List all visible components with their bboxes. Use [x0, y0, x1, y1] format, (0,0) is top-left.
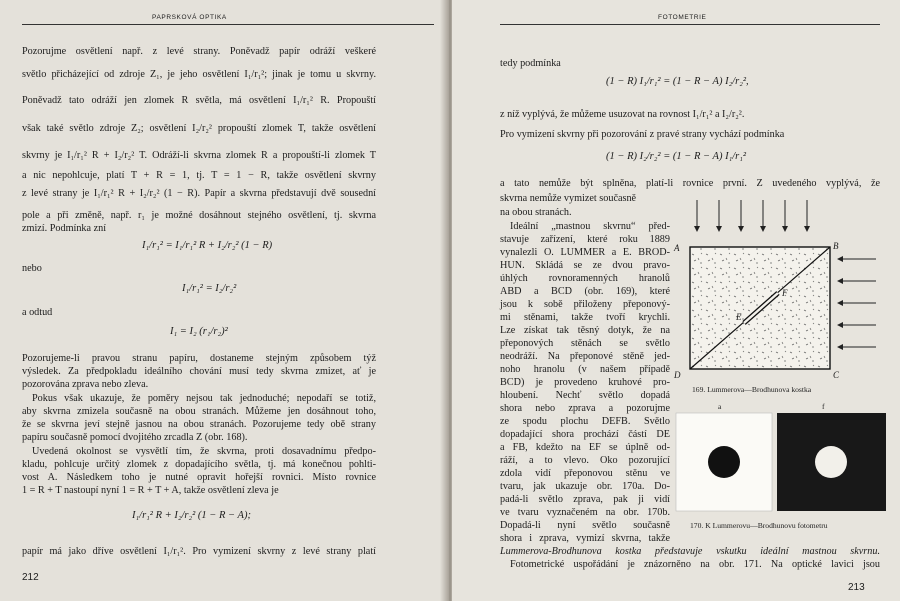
figure-170b-label: f: [822, 402, 825, 411]
text-line: padá-li světlo zprava, pak ji vidí: [500, 494, 670, 505]
text-line: papír má jako dříve osvětlení I₁/r₁². Pro vymizení skvrny z levé strany platí: [22, 546, 376, 557]
right-page: [452, 0, 900, 601]
text-line: 1 = R + T nastoupí nyní 1 = R + T + A, takže osvětlení zleva je: [22, 485, 279, 496]
text-line: však také světlo zdroje Z₂; osvětlení I₂/r₂² propouští zlomek T, takže osvětlení: [22, 123, 376, 134]
text-line: Uvedená okolnost se vysvětlí tím, že skvrna, proti dosavadnímu předpo-: [32, 446, 376, 457]
light-arrows-right: [838, 259, 876, 347]
running-head-right: FOTOMETRIE: [658, 14, 707, 21]
text-line: zmizí. Podmínka zní: [22, 223, 107, 234]
text-line: Fotometrické uspořádání je znázorněno na obr. 171. Na optické lavici jsou: [510, 559, 880, 570]
text-line: vost A. Následkem toho je nutné opravit hořejší rovnici. Místo rovnice: [22, 472, 376, 483]
text-line: mi stěnami, takže tvoří krychli.: [500, 312, 670, 323]
equation-1: I₁/r₁² = I₁/r₁² R + I₂/r₂² (1 − R): [142, 240, 273, 251]
equation-2: I₁/r₁² = I₂/r₂²: [182, 283, 237, 294]
left-page: [0, 0, 446, 601]
cube-label-f: F: [782, 288, 788, 298]
text-line: noho hranolu (v našem případě: [500, 364, 670, 375]
text-line: dopadající shora prochází částí DE: [500, 429, 670, 440]
text-line: a tato nemůže být splněna, platí-li rovnice první. Z uvedeného vyplývá, že: [500, 178, 880, 189]
text-line: HUN. Skládá se ze dvou pravo-: [500, 260, 670, 271]
bright-spot: [815, 446, 847, 478]
figure-169-caption: 169. Lummerova—Brodhunova kostka: [692, 385, 812, 394]
text-line: tvaru, jak ukazuje obr. 170a. Do-: [500, 481, 670, 492]
light-arrows-top: [697, 200, 807, 231]
text-line: skvrny je I₁/r₁² R + I₂/r₂² T. Odráží-li skvrna zlomek R a propouští-li zlomek T: [22, 150, 376, 161]
figure-170-panels: [676, 413, 886, 511]
text-line: výsledek. Za předpokladu ideálního chování musí tedy skvrna zmizet, ať je: [22, 366, 376, 377]
text-line: pozorována zprava nebo zleva.: [22, 379, 149, 390]
text-line: papíru současně pomocí dvojitého zrcadla Z (obr. 168).: [22, 432, 248, 443]
text-line: vynalezli O. LUMMER a E. BROD-: [500, 247, 670, 258]
equation-a: (1 − R) I₁/r₁² = (1 − R − A) I₂/r₂²,: [606, 76, 749, 87]
text-line: z níž vyplývá, že můžeme usuzovat na rovnost I₁/r₁² a I₂/r₂².: [500, 109, 745, 120]
cube-label-b: B: [833, 241, 839, 251]
text-line: Pro vymizení skvrny při pozorování z pravé strany vychází podmínka: [500, 129, 785, 140]
text-line: BCD) je provedeno kruhové pro-: [500, 377, 670, 388]
text-line: pole a při změně, např. r₁ je možné dosáhnout stejného osvětlení, tj. skvrna: [22, 210, 376, 221]
text-line: shora nebo zprava a pozorujme: [500, 403, 670, 414]
cube-label-a: A: [674, 243, 680, 253]
text-line: ve tvaru vyznačeném na obr. 170b.: [500, 507, 670, 518]
header-rule-left: [22, 24, 434, 25]
equation-4: I₁/r₁² R + I₂/r₂² (1 − R − A);: [132, 510, 251, 521]
text-line: na obou stranách.: [500, 207, 572, 218]
header-rule-right: [500, 24, 880, 25]
cube-label-e: E: [736, 312, 742, 322]
page-number-left: 212: [22, 572, 39, 583]
text-line: Pozorujme osvětlení např. z levé strany. Poněvadž papír odráží veškeré: [22, 46, 376, 57]
text-line: světlo přicházející od zdroje Z₁, je jeho osvětlení I₁/r₁²; jinak je tomu u skvrny.: [22, 69, 376, 80]
figure-170a-label: a: [718, 402, 722, 411]
text-line: z levé strany je I₁/r₁² R + I₂/r₂² (1 − R). Papír a skvrna představují dvě sousední: [22, 188, 376, 199]
text-line: aby skvrna zmizela současně na obou stranách. Můžeme jen dosáhnout toho,: [22, 406, 376, 417]
text-line: ze spodu plochu DEFB. Světlo: [500, 416, 670, 427]
equation-b: (1 − R) I₂/r₂² = (1 − R − A) I₁/r₁²: [606, 151, 747, 162]
text-line: neodráží. Na přeponové stěně jed-: [500, 351, 670, 362]
text-line: Poněvadž tato odráží jen zlomek R světla, má osvětlení I₁/r₁² R. Propouští: [22, 95, 376, 106]
page-number-right: 213: [848, 582, 865, 593]
text-line: skvrna nemůže vymizet současně: [500, 193, 637, 204]
cube-label-d: D: [674, 370, 681, 380]
cube-label-c: C: [833, 370, 840, 380]
text-line: ráží, a to vlevo. Oko pozorující: [500, 455, 670, 466]
text-line: kladu, pohlcuje určitý zlomek z dopadajícího světla, tj. má konečnou pohlti-: [22, 459, 376, 470]
text-line: a FB, kdežto na EF se úplně od-: [500, 442, 670, 453]
text-line: Pozorujeme-li pravou stranu papíru, dostaneme stejným způsobem týž: [22, 353, 376, 364]
text-line: Dopadá-li nyní světlo současně: [500, 520, 670, 531]
text-line: shora i zprava, vymizí skvrna, takže: [500, 533, 670, 544]
text-line: Lummerova-Brodhunova kostka představuje vskutku ideální mastnou skvrnu.: [500, 546, 880, 557]
text-line: hloubení. Nechť světlo dopadá: [500, 390, 670, 401]
text-line: tedy podmínka: [500, 58, 561, 69]
text-line: Lze získat tak těsný dotyk, že na: [500, 325, 670, 336]
text-line: Pokus však ukazuje, že poměry nejsou tak jednoduché; nepodaří se totiž,: [32, 393, 376, 404]
text-line: přeponových stěnách se světlo: [500, 338, 670, 349]
text-line: a odtud: [22, 307, 53, 318]
text-line: Ideální „mastnou skvrnu“ před-: [510, 221, 670, 232]
running-head-left: PAPRSKOVÁ OPTIKA: [152, 14, 227, 21]
text-line: úhlých rovnoramenných hranolů: [500, 273, 670, 284]
equation-3: I₁ = I₂ (r₁/r₂)²: [170, 326, 228, 337]
text-line: jsou k sobě přiloženy přeponový-: [500, 299, 670, 310]
text-line: nebo: [22, 263, 42, 274]
dark-spot: [708, 446, 740, 478]
text-line: stavuje zařízení, které roku 1889: [500, 234, 670, 245]
text-line: a nic nepohlcuje, platí T + R = 1, tj. T = 1 − R, takže osvětlení skvrny: [22, 170, 376, 181]
text-line: ABD a BCD (obr. 169), které: [500, 286, 670, 297]
text-line: že se skvrna jeví stejně jasnou na obou stranách. Pozorujeme tedy obě strany: [22, 419, 376, 430]
figure-169-cube: [662, 195, 882, 385]
text-line: zdola vidí přeponovou stěnu ve: [500, 468, 670, 479]
figure-170-caption: 170. K Lummerovu—Brodhunovu fotometru: [690, 521, 828, 530]
